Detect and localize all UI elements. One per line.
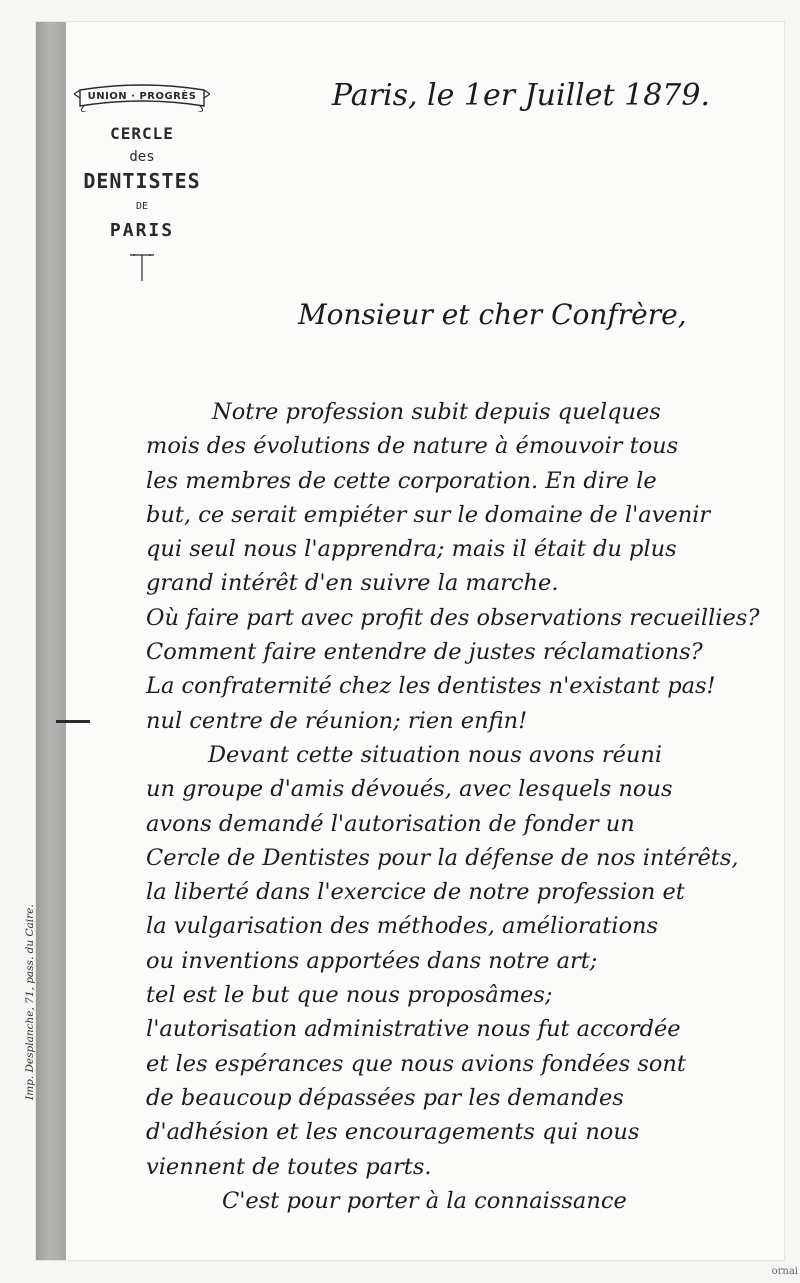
body-line: La confraternité chez les dentistes n'existant pas! — [146, 673, 716, 700]
body-line: viennent de toutes parts. — [146, 1153, 432, 1180]
body-line: Cercle de Dentistes pour la défense de nos intérêts, — [146, 844, 739, 871]
corner-fragment: ornai — [771, 1266, 798, 1277]
body-line: Où faire part avec profit des observations recueillies? — [146, 604, 760, 631]
letterhead-de: DE — [135, 201, 149, 212]
margin-tick — [56, 720, 90, 723]
body-line: nul centre de réunion; rien enfin! — [146, 707, 528, 734]
letterhead-cercle: CERCLE — [110, 124, 174, 143]
letterhead-paris: PARIS — [109, 220, 175, 241]
banner-text: UNION · PROGRÈS — [87, 91, 197, 102]
body-line: Comment faire entendre de justes réclamations? — [146, 639, 703, 666]
body-line: de beaucoup dépassées par les demandes — [146, 1084, 624, 1111]
letterhead — [52, 82, 232, 285]
letter-body — [146, 395, 766, 1218]
body-line: tel est le but que nous proposâmes; — [146, 982, 553, 1009]
body-line: C'est pour porter à la connaissance — [222, 1187, 627, 1214]
body-line: but, ce serait empiéter sur le domaine de l'avenir — [146, 501, 711, 528]
body-line: les membres de cette corporation. En dire le — [146, 467, 657, 494]
body-line: mois des évolutions de nature à émouvoir tous — [146, 433, 679, 460]
body-line: et les espérances que nous avions fondées sont — [146, 1050, 686, 1077]
body-line: d'adhésion et les encouragements qui nous — [146, 1119, 640, 1146]
ribbon-banner — [74, 82, 210, 112]
body-line: l'autorisation administrative nous fut accordée — [146, 1016, 681, 1043]
body-line: qui seul nous l'apprendra; mais il était du plus — [146, 536, 677, 563]
letterhead-dentistes: DENTISTES — [83, 169, 201, 193]
dateline: Paris, le 1er Juillet 1879. — [331, 78, 710, 113]
body-line: grand intérêt d'en suivre la marche. — [146, 570, 559, 597]
body-line: la liberté dans l'exercice de notre profession et — [146, 879, 685, 906]
body-line: Devant cette situation nous avons réuni — [208, 741, 663, 768]
body-line: ou inventions apportées dans notre art; — [146, 947, 598, 974]
ornament-icon — [122, 251, 162, 285]
salutation: Monsieur et cher Confrère, — [298, 298, 687, 331]
letterhead-des: des — [129, 149, 155, 165]
body-line: Notre profession subit depuis quelques — [212, 399, 661, 425]
body-line: avons demandé l'autorisation de fonder un — [146, 810, 635, 837]
printer-imprint: Imp. Desplanche, 71, pass. du Caire. — [24, 904, 36, 1100]
body-line: la vulgarisation des méthodes, améliorations — [146, 913, 659, 940]
body-line: un groupe d'amis dévoués, avec lesquels nous — [146, 776, 673, 803]
